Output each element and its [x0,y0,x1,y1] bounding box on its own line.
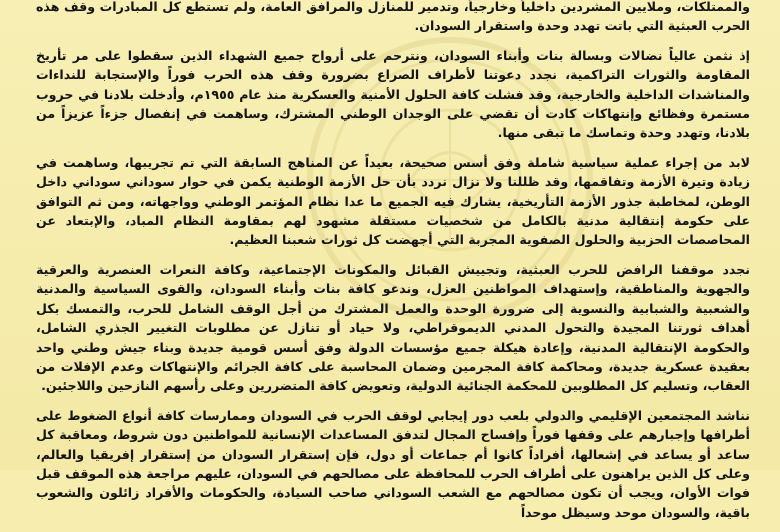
paragraph-5: نناشد المجتمعين الإقليمي والدولي بلعب دور إيجابي لوقف الحرب في السودان وممارسات كافة أنواع الضغوط على أطرافها وإجبارهم على وقفها فوراً وإفساح المجال لتدفق المساعدات الإنسانية للمواطنين دون شروط، ومعاقبة كل ساعد أو يساعد في إشعالها، أفراداً كانوا أم جماعات أو دول، فإن إستقرار السودان من إستقرار إفريقيا والعالم، وعلى كل الذين يراهنون على أطراف الحرب للمحافظة على مصالحهم في السودان، عليهم مراجعة هذه الموقف قبل فوات الأوان، ويجب أن تكون مصالحهم مع الشعب السوداني صاحب السيادة، والحكومات والأفراد زائلون والشعوب باقية، والسودان موحد وسيظل موحداً [36,407,750,520]
statement-body [36,0,750,532]
paragraph-1: والممتلكات، وملايين المشردين داخلياً وخارجياً، وتدمير للمنازل والمرافق العامة، ولم تستطع كل المبادرات وقف هذه الحرب العبثية التي باتت تهدد وحدة واستقرار السودان. [36,0,750,34]
paragraph-2: إذ نثمن عالياً نضالات وبسالة بنات وأبناء السودان، ونترحم على أرواح جميع الشهداء الذين سقطوا على مر تأريخ المقاومة والثورات التراكمية، نجدد دعوتنا لأطراف الصراع بضرورة وقف هذه الحرب فوراً والإستجابة للنداءات والمناشدات الداخلية والخارجية، وقد فشلت كافة الحلول الأمنية والعسكرية منذ عام ١٩٥٥م، وأدخلت بلادنا في حروب مستمرة وفظائع وإنتهاكات كادت أن تقضي على الوجدان الوطني المشترك، وساهمت في إنفصال جزءاً عزيزاً من بلادنا، وتهدد وحدة وتماسك ما تبقى منها. [36,47,750,141]
paragraph-3: لابد من إجراء عملية سياسية شاملة وفق أسس صحيحة، بعيداً عن المناهج السابقة التي تم تجريبها، وساهمت في زيادة وتيرة الأزمة وتفاقمها، وقد ظللنا ولا نزال نردد بأن حل الأزمة الوطنية يكمن في حوار سوداني سوداني داخل الوطن، لمخاطبة جذور الأزمة التأريخية، يشارك فيه الجميع ما عدا نظام المؤتمر الوطني وواجهاته، ومن ثم التوافق على حكومة إنتقالية مدنية بالكامل من شخصيات مستقلة مشهود لهم بمقاومة النظام المباد، والإبتعاد عن المحاصصات الحزبية والحلول الصفوية المجربة التي أجهضت كل ثورات شعبنا العظيم. [36,154,750,248]
paragraph-4: نجدد موقفنا الرافض للحرب العبثية، وتجييش القبائل والمكونات الإجتماعية، وكافة النعرات العنصرية والعرقية والجهوية والمناطقية، وإستهداف المواطنين العزل، وندعو كافة بنات وأبناء السودان، والقوى السياسية والمدنية والشعبية والشبابية والنسوية إلى ضرورة الوحدة والعمل المشترك من أجل الوقف الشامل للحرب، والتمسك بكل أهداف ثورتنا المجيدة والتحول المدني الديموقراطي، ولا حياد أو تنازل عن مطلوبات التغيير الجذري الشامل، والحكومة الإنتقالية المدنية، وإعادة هيكلة جميع مؤسسات الدولة وفق أسس قومية جديدة وبناء جيش وطني واحد بعقيدة عسكرية جديدة، ومحاكمة كافة المجرمين وضمان المحاسبة على كافة الجرائم والإنتهاكات وعدم الإفلات من العقاب، وتسليم كل المطلوبين للمحكمة الجنائية الدولية، وتعويض كافة المتضررين وعلى رأسهم النازحين واللاجئين. [36,261,750,394]
